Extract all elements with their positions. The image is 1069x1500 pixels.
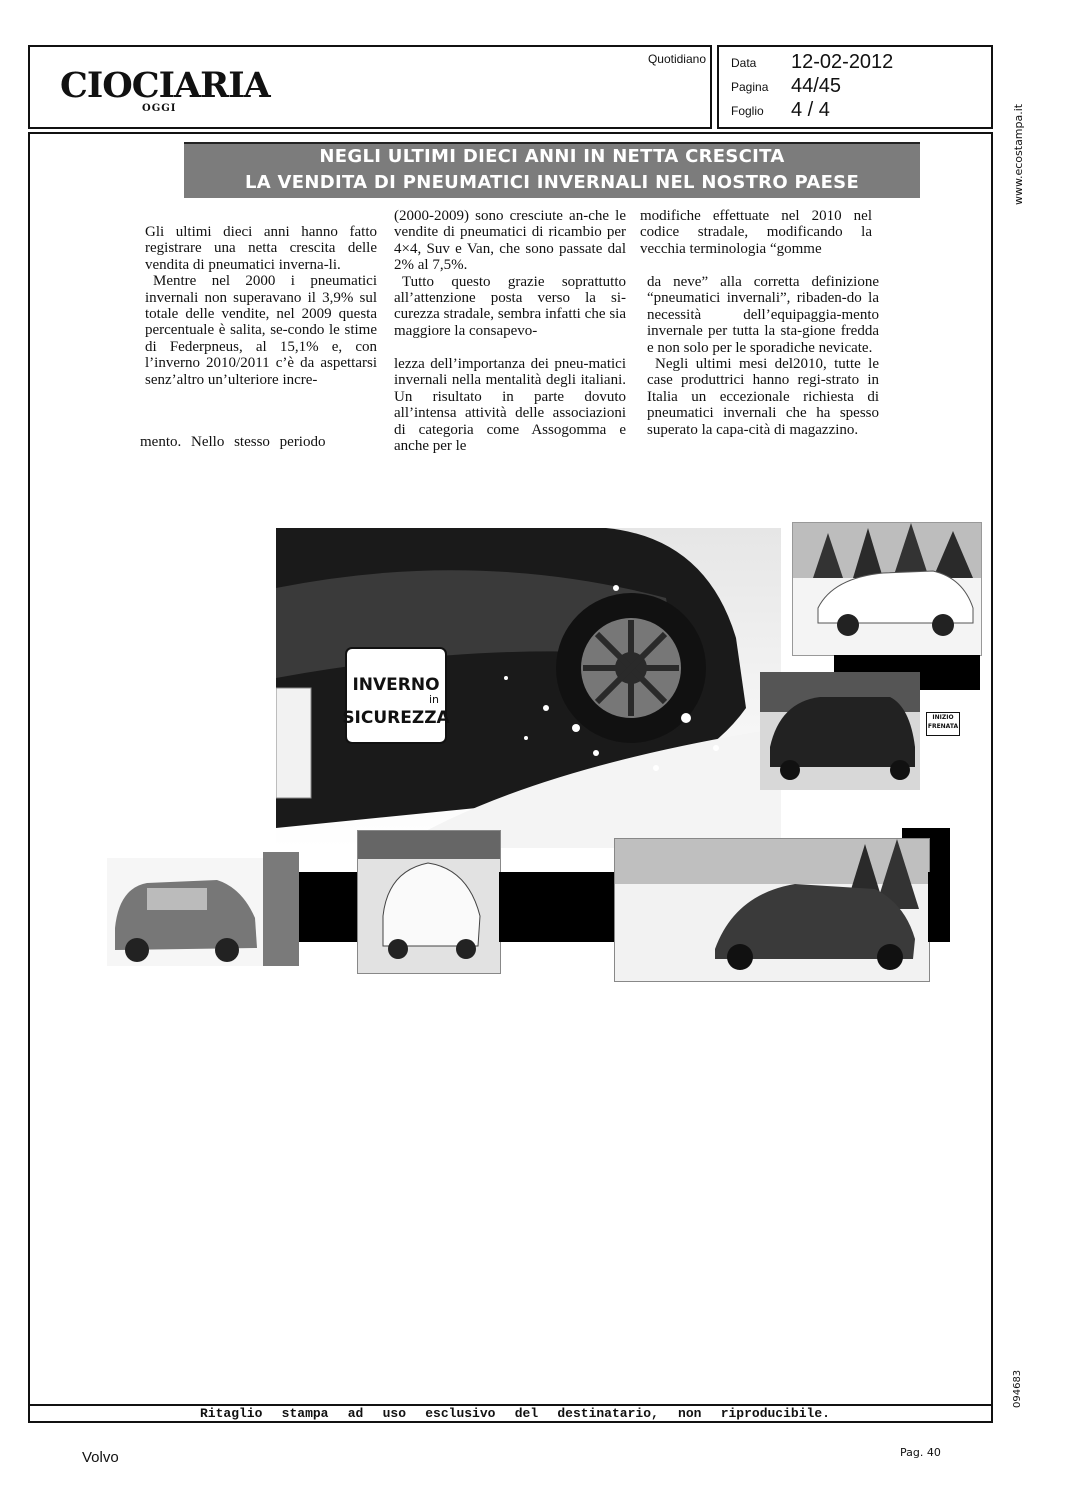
disclaimer-word: Ritaglio — [200, 1406, 263, 1421]
disclaimer — [200, 1406, 830, 1421]
article-column-2 — [394, 208, 626, 339]
disclaimer-word: ad — [347, 1406, 364, 1421]
clip-code-vertical: 094683 — [1012, 1369, 1023, 1408]
article-column-1 — [145, 224, 377, 388]
photo-alfa-romeo-giulietta — [614, 838, 930, 982]
photo-volvo-xc90 — [760, 672, 920, 790]
badge-text-in: in — [428, 693, 440, 706]
paragraph: mento. Nello stesso periodo — [140, 434, 326, 450]
article-column-2-cont — [394, 356, 626, 454]
disclaimer-word: riproducibile. — [720, 1406, 830, 1421]
newspaper-logo: CIOCIARIA — [60, 65, 270, 106]
meta-label: Foglio — [731, 103, 764, 118]
masthead-box — [28, 45, 712, 129]
paragraph: Negli ultimi mesi del2010, tutte le case produttrici hanno regi-strato in Italia un eccezionale richiesta di pneumatici invernali che ha spesso superato la capa-cità di magazzino. — [647, 356, 879, 438]
paragraph: lezza dell’importanza dei pneu-matici invernali nella mentalità degli italiani. Un risultato in parte dovuto all’intensa attività delle associazioni di categoria come Assogomma e anche per le — [394, 356, 626, 455]
website-vertical: www.ecostampa.it — [1012, 103, 1025, 205]
disclaimer-word: non — [678, 1406, 702, 1421]
page-number: Pag. 40 — [900, 1446, 941, 1459]
badge-text-sicurezza: SICUREZZA — [342, 708, 450, 728]
sign-inizio-frenata — [926, 712, 960, 736]
article-column-1-end — [140, 434, 377, 450]
paragraph: modifiche effettuate nel 2010 nel codice stradale, modificando la vecchia terminologia “gomme — [640, 208, 872, 257]
photo-volvo-xc60 — [792, 522, 982, 656]
paragraph: (2000-2009) sono cresciute an-che le vendite di pneumatici di ricambio per 4×4, Suv e Van, che sono passate dal 2% al 7,5%. — [394, 208, 626, 274]
disclaimer-word: stampa — [281, 1406, 329, 1421]
meta-label: Data — [731, 55, 757, 70]
disclaimer-word: del — [514, 1406, 539, 1421]
disclaimer-word: uso — [382, 1406, 406, 1421]
meta-box — [717, 45, 993, 129]
article-column-3 — [640, 208, 872, 257]
disclaimer-word: destinatario, — [557, 1406, 659, 1421]
publication-type: Quotidiano — [647, 52, 706, 66]
meta-row-page — [731, 75, 841, 98]
client-brand: Volvo — [82, 1449, 119, 1466]
paragraph: Gli ultimi dieci anni hanno fatto registrare una netta crescita delle vendita di pneumatici inverna-li. — [145, 224, 377, 273]
meta-label: Pagina — [731, 79, 769, 94]
collage-gray-block — [263, 852, 299, 966]
headline-line-1: NEGLI ULTIMI DIECI ANNI IN NETTA CRESCITA — [319, 146, 785, 167]
collage-black-block — [299, 872, 357, 942]
newspaper-logo-sub: OGGI — [142, 103, 177, 114]
collage-black-block — [928, 872, 950, 942]
badge-text-inverno: INVERNO — [352, 675, 440, 695]
photo-fiat-panda — [107, 858, 263, 966]
sign-text-1: INIZIO — [932, 714, 954, 721]
headline-line-2: LA VENDITA DI PNEUMATICI INVERNALI NEL NOSTRO PAESE — [244, 172, 860, 193]
paragraph: da neve” alla corretta definizione “pneumatici invernali”, ribaden-do la necessità dell’equipaggia-mento invernale per tutta la sta-gione fredda e non solo per le sporadiche nevicate. — [647, 274, 879, 356]
meta-value: 12-02-2012 — [791, 51, 894, 73]
collage-black-block — [499, 872, 614, 942]
article-column-3-cont — [647, 274, 879, 438]
sign-area — [920, 690, 980, 828]
meta-row-sheet — [731, 99, 830, 122]
meta-row-date — [731, 51, 893, 74]
meta-value: 44/45 — [791, 75, 842, 97]
article-headline — [184, 142, 920, 198]
photo-main-car-snow — [276, 528, 781, 848]
meta-value: 4 / 4 — [791, 99, 830, 121]
sign-text-2: FRENATA — [927, 723, 959, 730]
paragraph: Tutto questo grazie soprattutto all’attenzione posta verso la si-curezza stradale, sembra infatti che sia maggiore la consapevo- — [394, 273, 626, 339]
photo-fiat-500-abarth — [357, 830, 501, 974]
disclaimer-word: esclusivo — [425, 1406, 496, 1421]
paragraph: Mentre nel 2000 i pneumatici invernali non superavano il 3,9% sul totale delle vendite, nel 2009 questa percentuale è salita, se-condo le stime di Federpneus, al 15,1% e, con l’inverno 2010/2011 c’è da aspettarsi senz’altro un’ulteriore incre- — [145, 273, 377, 388]
